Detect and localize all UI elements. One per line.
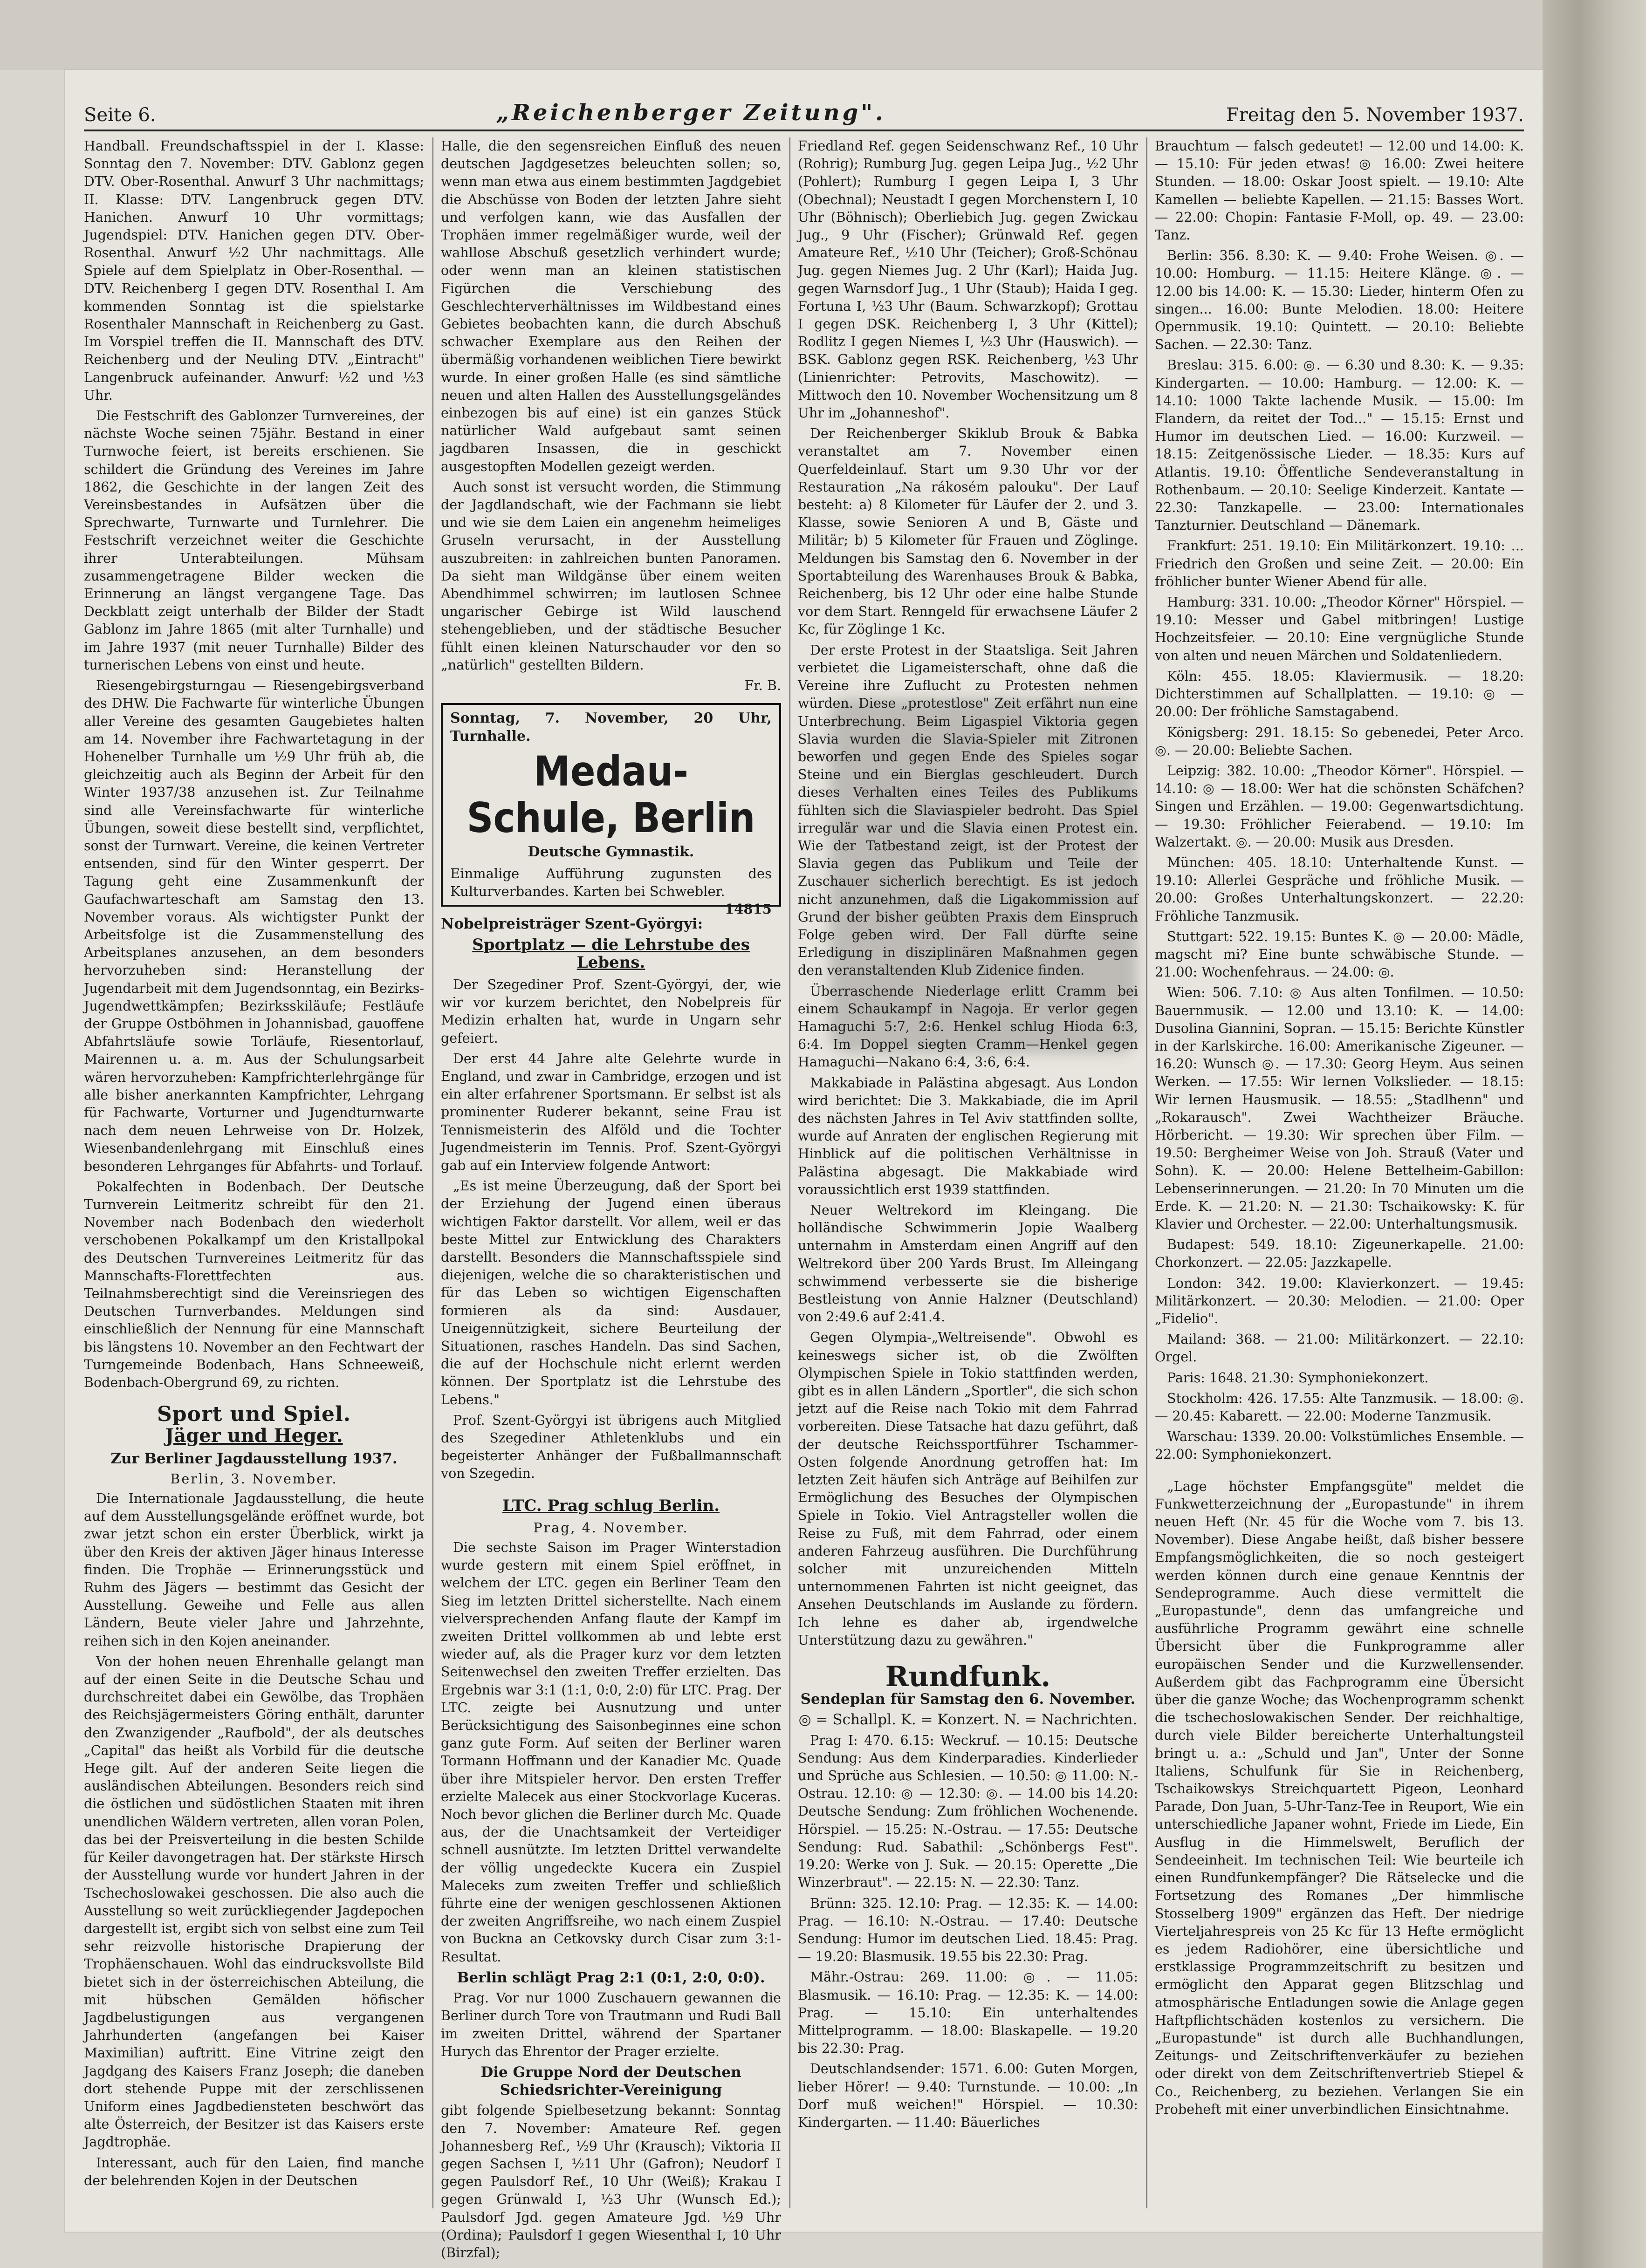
ad-text: Einmalige Aufführung zugunsten des Kulturverbandes. Karten bei Schwebler. bbox=[450, 865, 772, 900]
radio-breslau: Breslau: 315. 6.00: ◎. — 6.30 und 8.30: K. — 9.35: Kindergarten. — 10.00: Hamburg. — 12.00: K. — 14.10: 1000 Takte lachende Musik. — 15.00: Im Flandern, da reitet der Tod..." — 15.15: Ernst und Humor im deutschen Lied. — 16.00: Kurzweil. — 18.15: Zeitgenössische Lieder. — 18.35: Kurs auf Atlantis. 19.10: Öffentliche Sendeveranstaltung in Rothenbaum. — 20.10: Seelige Kinderzeit. Kantate — 22.30: Tanzkapelle. — 23.00: Internationales Tanzturnier. Deutschland — Dänemark. bbox=[1155, 357, 1524, 533]
article-paragraph: Von der hohen neuen Ehrenhalle gelangt man auf der einen Seite in die Deutsche Schau und durchschreitet dabei ein Gewölbe, das Trophäen des Reichsjägermeisters Göring enthält, darunter den Zwanzigender „Raufbold", der als deutsches „Capital" das heißt als Vorbild für die deutsche Hege gilt. Auf der anderen Seite liegen die ausländischen Abteilungen. Besonders reich sind die östlichen und südöstlichen Staaten mit ihren unendlichen Wäldern vertreten, allen voran Polen, das bei der Preisverteilung in die besten Schilde für Keiler davongetragen hat. Der stärkste Hirsch der Ausstellung wurde vor hundert Jahren in der Tschechoslowakei geschossen. Die also auch die Ausstellung so weit zurückliegender Jagdepochen dargestellt ist, ergibt sich von selbst eine zum Teil sehr reizvolle historische Drapierung der Trophäenschauen. Wohl das eindrucksvollste Bild bietet sich in der österreichischen Abteilung, die mit hübschen Gemälden höfischer Jagdbelustigungen aus vergangenen Jahrhunderten (angefangen bei Kaiser Maximilian) auftritt. Eine Vitrine zeigt den Jagdgang des Kaisers Franz Joseph; die daneben dort stehende Puppe mit der zerschlissenen Uniform eines Jagdbediensteten beschwört das alte Österreich, der Besitzer ist das Kaisers erste Jagdtrophäe. bbox=[84, 1653, 424, 2150]
article-olympia: Gegen Olympia-„Weltreisende". Obwohl es keineswegs sicher ist, ob die Zwölften Olympischen Spiele in Tokio stattfinden werden, gibt es in allen Ländern „Sportler", die sich schon jetzt auf die Reise nach Tokio mit dem Fahrrad vorbereiten. Diese Tatsache hat dazu geführt, daß der deutsche Reichssportführer Tschammer-Osten folgende Anordnung getroffen hat: Im letzten Zeit häufen sich Anträge auf Beihilfen zur Ermöglichung des Besuches der Olympischen Spiele in Tokio. Viel Antragsteller wollen die Reise zu Fuß, mit dem Fahrrad, oder einem anderen Fahrzeug ausführen. Die Durchführung solcher mit unzureichenden Mitteln unternommenen Fahrten ist nicht geeignet, das Ansehen Deutschlands im Auslande zu fördern. Ich lehne es daher ab, irgendwelche Unterstützung dazu zu gewähren." bbox=[798, 1330, 1138, 1648]
radio-budapest: Budapest: 549. 18.10: Zigeunerkapelle. 21.00: Chorkonzert. — 22.05: Jazzkapelle. bbox=[1155, 1237, 1524, 1271]
article-heading-ltc: LTC. Prag schlug Berlin. bbox=[502, 1496, 720, 1515]
article-paragraph: Prag. Vor nur 1000 Zuschauern gewannen die Berliner durch Tore von Trautmann und Rudi Ball im zweiten Drittel, während der Spartaner Hurych das Ehrentor der Prager erzielte. bbox=[441, 1990, 781, 2059]
radio-leipzig: Leipzig: 382. 10.00: „Theodor Körner". Hörspiel. — 14.10: ◎ — 18.00: Wer hat die schönsten Schäfchen? Singen und Erzählen. — 19.00: Gegenwartsdichtung. — 19.30: Fröhlicher Feierabend. — 19.10: Im Walzertakt. ◎. — 20.00: Musik aus Dresden. bbox=[1155, 763, 1524, 850]
radio-warschau: Warschau: 1339. 20.00: Volkstümliches Ensemble. — 22.00: Symphoniekonzert. bbox=[1155, 1429, 1524, 1462]
article-heading-gruppe-nord: Die Gruppe Nord der Deutschen Schiedsrichter-Vereinigung bbox=[480, 2063, 741, 2099]
dateline: Prag, 4. November. bbox=[533, 1520, 689, 1536]
article-paragraph: Die Internationale Jagdausstellung, die heute auf dem Ausstellungsgelände eröffnet wurde, bot zwar jetzt schon ein erster Überblick, wirkt ja über den Kreis der aktiven Jäger hinaus Interesse finden. Die Trophäe — Erinnerungsstück und Ruhm des Jägers — bestimmt das Gesicht der Ausstellung. Geweihe und Felle aus allen Ländern, Beute vieler Jahre und Jahrzehnte, reihen sich in den Kojen aneinander. bbox=[84, 1491, 424, 1649]
section-heading-sport: Sport und Spiel. bbox=[157, 1402, 351, 1427]
author-signature: Fr. B. bbox=[744, 678, 781, 694]
ad-number: 14815 bbox=[725, 901, 772, 917]
article-heading-sportplatz: Sportplatz — die Lehrstube des Lebens. bbox=[472, 935, 750, 972]
radio-muenchen: München: 405. 18.10: Unterhaltende Kunst. — 19.10: Allerlei Gespräche und fröhliche Musik. — 20.00: Großes Unterhaltungskonzert. — 22.20: Fröhliche Tanzmusik. bbox=[1155, 854, 1524, 924]
radio-koenigsberg: Königsberg: 291. 18.15: So gebenedei, Peter Arco. ◎. — 20.00: Beliebte Sachen. bbox=[1155, 724, 1524, 758]
page-header bbox=[84, 89, 1524, 126]
advertisement-medau bbox=[441, 703, 781, 917]
article-paragraph: Die sechste Saison im Prager Winterstadion wurde gestern mit einem Spiel eröffnet, in welchem der LTC. gegen ein Berliner Team den Sieg im letzten Drittel sicherstellte. Nach einem vielversprechenden Anfang flaute der Kampf im zweiten Drittel vollkommen ab und lebte erst wieder auf, als die Prager kurz vor dem letzten Seitenwechsel den zweiten Treffer erzielten. Das Ergebnis war 3:1 (1:1, 0:0, 2:0) für LTC. Prag. Der LTC. zeigte bei Ausnutzung und unter Berücksichtigung des Saisonbeginnes eine schon ganz gute Form. Auf seiten der Berliner waren Tormann Hoffmann und der Kanadier Mc. Quade über ihre Mitspieler hervor. Den ersten Treffer erzielte Malecek aus einer Stockvorlage Kuceras. Noch bevor glichen die Berliner durch Mc. Quade aus, der die Unachtsamkeit der Verteidiger schnell ausnützte. Im letzten Drittel verwandelte der völlig ungedeckte Kucera ein Zuspiel Maleceks zum zweiten Treffer und schließlich führte eine der wenigen geschlossenen Aktionen der zweiten Angriffsreihe, wo nach einem Zuspiel von Buckna an Cetkovsky durch Cisar zum 3:1-Resultat. bbox=[441, 1540, 781, 1965]
column-divider bbox=[1146, 137, 1147, 2208]
column-1 bbox=[84, 137, 424, 2208]
article-makkabiade: Makkabiade in Palästina abgesagt. Aus London wird berichtet: Die 3. Makkabiade, die im April des nächsten Jahres in Tel Aviv stattfinden sollte, wurde auf Anraten der englischen Regierung mit Hinblick auf die politischen Verhältnisse in Palästina abgesagt. Die Makkabiade wird voraussichtlich erst 1939 stattfinden. bbox=[798, 1075, 1138, 1197]
radio-koeln: Köln: 455. 18.05: Klaviermusik. — 18.20: Dichterstimmen auf Schallplatten. — 19.10: ◎ — 20.00: Der fröhliche Samstagabend. bbox=[1155, 668, 1524, 720]
radio-stuttgart: Stuttgart: 522. 19.15: Buntes K. ◎ — 20.00: Mädle, magscht mi? Eine bunte schwäbische Stunde. — 21.00: Wochenfehraus. — 24.00: ◎. bbox=[1155, 929, 1524, 980]
article-riesengebirge: Riesengebirgsturngau — Riesengebirgsverband des DHW. Die Fachwarte für winterliche Übungen aller Vereine des gesamten Gaugebietes halten am 14. November ihre Fachwartetagung in der Hohenelber Turnhalle um ½9 Uhr früh ab, die gleichzeitig auch als Beginn der Arbeit für den Winter 1937/38 anzusehen ist. Zur Teilnahme sind alle Vereinsfachwarte für winterliche Übungen, soweit diese bestellt sind, verpflichtet, sonst der Turnwart. Vereine, die keinen Vertreter entsenden, sind für den Winter gesperrt. Der Tagung geht eine Zusammenkunft der Gaufachwarteschaft am Samstag den 13. November voraus. Als wichtigster Punkt der Arbeitsfolge ist die Zusammenstellung des Arbeitsplanes anzusehen, an dem besonders hervorzuheben sind: Heranstellung der Jugendarbeit mit dem Jugendsonntag, ein Bezirks-Jugendwettkämpfen; Bezirksskiläufe; Festläufe der Gruppe Ostböhmen in Johannisbad, gauoffene Abfahrtsläufe sowie Torläufe, Riesentorlauf, Mairennen u. a. m. Aus der Schulungsarbeit wären hervorzuheben: Kampfrichterlehrgänge für alle bisher anerkannten Kampfrichter, Lehrgang für Fachwarte, Vorturner und Jugendturnwarte nach dem neuen Lehrweise von Dr. Holzek, Wiesenbandenlehrgang mit Einschluß eines besonderen Lehrganges für Abfahrts- und Torlauf. bbox=[84, 678, 424, 1174]
radio-prag: Prag I: 470. 6.15: Weckruf. — 10.15: Deutsche Sendung: Aus dem Kinderparadies. Kinderlieder und Sprüche aus Schlesien. — 10.50: ◎ 11.00: N.-Ostrau. 12.10: ◎ — 12.30: ◎. — 14.00 bis 14.20: Deutsche Sendung: Zum fröhlichen Wochenende. Hörspiel. — 15.25: N.-Ostrau. — 17.55: Deutsche Sendung: Rud. Sabathil: „Schönbergs Fest". 19.20: Werke von J. Suk. — 20.15: Operette „Die Winzerbraut". — 22.15: N. — 22.30: Tanz. bbox=[798, 1732, 1138, 1891]
radio-hamburg: Hamburg: 331. 10.00: „Theodor Körner" Hörspiel. — 19.10: Messer und Gabel mitbringen! Lustige Hochzeitsfeier. — 20.10: Eine vergnügliche Stunde von alten und neuen Märchen und Soldatenliedern. bbox=[1155, 594, 1524, 663]
scan-background-top bbox=[0, 0, 1646, 70]
article-paragraph: „Es ist meine Überzeugung, daß der Sport bei der Erziehung der Jugend einen überaus wichtigen Faktor darstellt. Vor allem, weil er das beste Mittel zur Entwicklung des Charakters darstellt. Besonders die Mannschaftsspiele sind diejenigen, welche die so charakteristischen und für das Leben so wichtigen Eigenschaften formieren als da sind: Ausdauer, Uneigennützigkeit, sichere Beurteilung der Situationen, rasches Handeln. Das sind Sachen, die auf der Hochschule nicht erlernt werden können. Der Sportplatz ist die Lehrstube des Lebens." bbox=[441, 1178, 781, 1407]
radio-mailand: Mailand: 368. — 21.00: Militärkonzert. — 22.10: Orgel. bbox=[1155, 1332, 1524, 1365]
ad-date: Sonntag, 7. November, 20 Uhr, Turnhalle. bbox=[450, 710, 772, 745]
radio-london: London: 342. 19.00: Klavierkonzert. — 19.45: Militärkonzert. — 20.30: Melodien. — 21.00: Oper „Fidelio". bbox=[1155, 1275, 1524, 1326]
article-kicker: Nobelpreisträger Szent-Györgyi: bbox=[441, 915, 703, 933]
column-3 bbox=[798, 137, 1138, 2208]
article-skiklub: Der Reichenberger Skiklub Brouk & Babka veranstaltet am 7. November einen Querfeldeinlauf. Start um 9.30 Uhr vor der Restauration „Na rákosém palouku". Der Lauf besteht: a) 8 Kilometer für Läufer der 2. und 3. Klasse, sowie Senioren A und B, Gäste und Militär; b) 5 Kilometer für Frauen und Zöglinge. Meldungen bis Samstag den 6. November in der Sportabteilung des Warenhauses Brouk & Babka, Reichenberg, bis 12 Uhr oder eine halbe Stunde vor dem Start. Renngeld für erwachsene Läufer 2 Kc, für Zöglinge 1 Kc. bbox=[798, 426, 1138, 637]
radio-schedule-title: Sendeplan für Samstag den 6. November. bbox=[800, 1691, 1136, 1708]
book-spine bbox=[1543, 0, 1646, 2268]
article-paragraph: gibt folgende Spielbesetzung bekannt: Sonntag den 7. November: Amateure Ref. gegen Johannesberg Ref., ½9 Uhr (Krausch); Viktoria II gegen Sachsen I, ½11 Uhr (Gafron); Neudorf I gegen Paulsdorf Ref., 10 Uhr (Weiß); Krakau I gegen Grünwald I, ½3 Uhr (Wunsch Ed.); Paulsdorf Jgd. gegen Amateure Jgd. ½9 Uhr (Ordina); Paulsdorf I gegen Wiesenthal I, 10 Uhr (Birzfal); bbox=[441, 2103, 781, 2261]
column-divider bbox=[789, 137, 790, 2208]
radio-berlin: Berlin: 356. 8.30: K. — 9.40: Frohe Weisen. ◎. — 10.00: Homburg. — 11.15: Heitere Klänge. ◎. — 12.00 bis 14.00: K. — 15.30: Lieder, hinterm Ofen zu singen... 16.00: Bunte Melodien. 18.00: Heitere Opernmusik. 19.10: Quintett. — 20.10: Beliebte Sachen. — 22.30: Tanz. bbox=[1155, 248, 1524, 353]
article-paragraph: Interessant, auch für den Laien, find manche der belehrenden Kojen in der Deutschen bbox=[84, 2155, 424, 2188]
radio-ostrau: Mähr.-Ostrau: 269. 11.00: ◎. — 11.05: Blasmusik. — 16.10: Prag. — 12.35: K. — 14.00: Prag. — 15.10: Ein unterhaltendes Mittelprogramm. — 18.00: Blaskapelle. — 19.20 bis 22.30: Prag. bbox=[798, 1969, 1138, 2056]
radio-listing: Brauchtum — falsch gedeutet! — 12.00 und 14.00: K. — 15.10: Für jeden etwas! ◎ 16.00: Zwei heitere Stunden. — 18.00: Oskar Joost spielt. — 19.10: Alte Kamellen — beliebte Kapellen. — 21.15: Basses Wort. — 22.00: Chopin: Fantasie F-Moll, op. 49. — 23.00: Tanz. bbox=[1155, 138, 1524, 243]
article-paragraph: Auch sonst ist versucht worden, die Stimmung der Jagdlandschaft, wie der Fachmann sie liebt und wie sie dem Laien ein angenehm heimeliges Gruseln verursacht, in der Ausstellung auszubreiten: in zahlreichen bunten Panoramen. Da sieht man Wildgänse über einem weiten Abendhimmel schwirren; im lautlosen Schnee ungarischer Gebirge ist Wild lauschend stehengeblieben, und der städtische Besucher fühlt einen kleinen Naturschauder vor den so „natürlich" gestellten Bildern. bbox=[441, 479, 781, 673]
radio-wien: Wien: 506. 7.10: ◎ Aus alten Tonfilmen. — 10.50: Bauernmusik. — 12.00 und 13.10: K. — 14.00: Dusolina Giannini, Sopran. — 15.15: Berichte Künstler in der Karlskirche. 16.00: Amerikanische Zigeuner. — 16.20: Wunsch ◎. — 17.30: Georg Heym. Aus seinen Werken. — 17.55: Wir lernen Volkslieder. — 18.15: Wir lernen Hausmusik. — 18.55: „Stadlhenn" und „Rokarausch". Zwei Wachtheizer Bräuche. Hörbericht. — 19.30: Wir sprechen über Film. — 19.50: Bergheimer Weise von Joh. Strauß (Vater und Sohn). K. — 20.00: Helene Bettelheim-Gabillon: Lebenserinnerungen. — 21.20: In 70 Minuten um die Erde. K. — 21.20: N. — 21.30: Tschaikowsky: K. für Klavier und Orchester. — 22.00: Unterhaltungsmusik. bbox=[1155, 985, 1524, 1232]
article-heading-berlin: Berlin schlägt Prag 2:1 (0:1, 2:0, 0:0). bbox=[457, 1969, 765, 1986]
article-heading-jaeger: Jäger und Heger. bbox=[165, 1425, 343, 1447]
article-paragraph: Halle, die den segensreichen Einfluß des neuen deutschen Jagdgesetzes beleuchten sollen; so, wenn man etwa aus einem bestimmten Jagdgebiet die Abschüsse von Boden der letzten Jahre sieht und verfolgen kann, wie das Ausfallen der Trophäen immer regelmäßiger wurde, weil der wahllose Abschuß gesetzlich verhindert wurde; oder wenn man an kleinen statistischen Figürchen die Verschiebung des Geschlechterverhältnisses im Wildbestand eines Gebietes beobachten kann, die durch Abschuß schwacher Exemplare aus den Reihen der übermäßig vorhandenen weiblichen Tiere bewirkt wurde. In einer großen Halle (es sind sämtliche neuen und alten Hallen des Ausstellungsgeländes einbezogen bis auf eine) ist ein ganzes Stück natürlicher Wald aufgebaut samt seinen jagdbaren Insassen, die in geschickt ausgestopften Modellen gezeigt werden. bbox=[441, 138, 781, 474]
ad-title: Medau-Schule, Berlin bbox=[466, 747, 755, 842]
column-4 bbox=[1155, 137, 1524, 2208]
page-number: Seite 6. bbox=[84, 104, 156, 126]
column-divider bbox=[432, 137, 433, 2208]
article-handball: Handball. Freundschaftsspiel in der I. Klasse: Sonntag den 7. November: DTV. Gablonz gegen DTV. Ober-Rosenthal. Anwurf 3 Uhr nachmittags; II. Klasse: DTV. Langenbruck gegen DTV. Hanichen. Anwurf 10 Uhr vormittags; Jugendspiel: DTV. Hanichen gegen DTV. Ober-Rosenthal. Anwurf ½2 Uhr nachmittags. Alle Spiele auf dem Spielplatz in Ober-Rosenthal. — DTV. Reichenberg I gegen DTV. Rosenthal I. Am kommenden Sonntag ist die spielstarke Rosenthaler Mannschaft in Reichenberg zu Gast. Im Vorspiel treffen die II. Mannschaft des DTV. Reichenberg und der Neuling DTV. „Eintracht" Langenbruck aufeinander. Anwurf: ½2 und ½3 Uhr. bbox=[84, 138, 424, 403]
radio-deutschlandsender: Deutschlandsender: 1571. 6.00: Guten Morgen, lieber Hörer! — 9.40: Turnstunde. — 10.00: „In Dorf muß weichen!" Hörspiel. — 10.30: Kindergarten. — 11.40: Bäuerliches bbox=[798, 2061, 1138, 2130]
article-paragraph: Friedland Ref. gegen Seidenschwanz Ref., 10 Uhr (Rohrig); Rumburg Jug. gegen Leipa Jug., ½2 Uhr (Pohlert); Rumburg I gegen Leipa I, 3 Uhr (Obechnal); Neustadt I gegen Morchenstern I, 10 Uhr (Böhnisch); Oberliebich Jug. gegen Zwickau Jug., 9 Uhr (Fischer); Grünwald Ref. gegen Amateure Ref., ½10 Uhr (Teicher); Groß-Schönau Jug. gegen Niemes Jug. 2 Uhr (Karl); Haida Jug. gegen Warnsdorf Jug., 1 Uhr (Staub); Haida I geg. Fortuna I, ½3 Uhr (Baum. Schwarzkopf); Grottau I gegen DSK. Reichenberg I, 3 Uhr (Kittel); Rodlitz I gegen Niemes I, ½3 Uhr (Hauswich). — BSK. Gablonz gegen RSK. Reichenberg, ½3 Uhr (Linienrichter: Petrovits, Maschowitz). — Mittwoch den 10. November Wochensitzung um 8 Uhr im „Johanneshof". bbox=[798, 138, 1138, 421]
radio-legend: ◎ = Schallpl. K. = Konzert. N. = Nachrichten. bbox=[798, 1711, 1138, 1728]
radio-stockholm: Stockholm: 426. 17.55: Alte Tanzmusik. — 18.00: ◎. — 20.45: Kabarett. — 22.00: Moderne Tanzmusik. bbox=[1155, 1390, 1524, 1424]
article-niederlage: Überraschende Niederlage erlitt Cramm bei einem Schaukampf in Nagoja. Er verlor gegen Hamaguchi 5:7, 2:6. Henkel schlug Hioda 6:3, 6:4. Im Doppel siegten Cramm—Henkel gegen Hamaguchi—Nakano 6:4, 3:6, 6:4. bbox=[798, 983, 1138, 1070]
masthead: „Reichenberger Zeitung". bbox=[496, 100, 886, 126]
issue-date: Freitag den 5. November 1937. bbox=[1226, 104, 1524, 126]
dateline: Berlin, 3. November. bbox=[170, 1471, 338, 1487]
article-pokalfechten: Pokalfechten in Bodenbach. Der Deutsche Turnverein Leitmeritz schreibt für den 21. November nach Bodenbach den wiederholt verschobenen Pokalkampf um den Kristallpokal des Deutschen Turnvereines Leitmeritz für das Mannschafts-Florettfechten aus. Teilnahmsberechtigt sind die Vereinsriegen des Deutschen Turnverbandes. Meldungen sind einschließlich der Nennung für eine Mannschaft bis längstens 10. November an den Fechtwart der Turngemeinde Bodenbach, Hans Schneeweiß, Bodenbach-Obergrund 69, zu richten. bbox=[84, 1179, 424, 1391]
header-rule bbox=[84, 130, 1524, 131]
article-paragraph: Der erst 44 Jahre alte Gelehrte wurde in England, und zwar in Cambridge, erzogen und ist ein alter erfahrener Sportsmann. Er selbst ist als prominenter Ruderer bekannt, seine Frau ist Tennismeisterin des Alföld und die Tochter Jugendmeisterin im Tennis. Prof. Szent-Györgyi gab auf ein Interview folgende Antwort: bbox=[441, 1051, 781, 1173]
article-europastunde: „Lage höchster Empfangsgüte" meldet die Funkwetterzeichnung der „Europastunde" in ihrem neuen Heft (Nr. 45 für die Woche vom 7. bis 13. November). Diese Angabe heißt, daß bisher bessere Empfangsmöglichkeiten, die so noch gesteigert werden können durch eine genaue Kenntnis der Sendeprogramme. Auch diese vermittelt die „Europastunde", denn das umfangreiche und ausführliche Programm gewährt eine schnelle Übersicht über die Funkprogramme aller europäischen Sender und die Kurzwellensender. Außerdem gibt das Fachprogramm eine Übersicht über die ganze Woche; das Wochenprogramm schenkt die tschechoslowakischen Sender. Der reichhaltige, durch viele Bilder bereicherte Unterhaltungsteil bringt u. a.: „Schuld und Jan", Unter der Sonne Italiens, Schulfunk für Sie in Reichenberg, Tschaikowskys Streichquartett Pigeon, Leonhard Parade, Don Juan, 5-Uhr-Tanz-Tee in Reuport, Wie ein unterschiedliche Japaner wohnt, Friede im Liede, Ein Ausflug in die Himmelswelt, Beruflich der Sendeeinheit. Im technischen Teil: Wie beurteile ich einen Rundfunkempfänger? Die Rätselecke und die Fortsetzung des Romanes „Der himmlische Stosselberg 1909" ergänzen das Heft. Der niedrige Vierteljahrespreis von 25 Kc für 13 Hefte ermöglicht es jedem Radiohörer, eine übersichtliche und erstklassige Programmzeitschrift zu besitzen und ermöglicht den Apparat gegen Blitzschlag und atmosphärische Entladungen sowie die Anlage gegen Haftpflichtschäden kostenlos zu versichern. Die „Europastunde" ist durch alle Buchhandlungen, Zeitungs- und Zeitschriftenverkäufer zu beziehen oder direkt von dem Zeitschriftenvertrieb Stiepel & Co., Reichenberg, zu beziehen. Verlangen Sie ein Probeheft mit einer unverbindlichen Einsichtnahme. bbox=[1155, 1478, 1524, 2117]
column-2 bbox=[441, 137, 781, 2261]
article-subheading: Zur Berliner Jagdausstellung 1937. bbox=[110, 1450, 398, 1467]
article-paragraph: Der Szegediner Prof. Szent-Györgyi, der, wie wir vor kurzem berichtet, den Nobelpreis für Medizin erhalten hat, wurde in Ungarn sehr gefeiert. bbox=[441, 977, 781, 1046]
article-paragraph: Prof. Szent-Györgyi ist übrigens auch Mitglied des Szegediner Athletenklubs und ein begeisterter Anhänger der Fußballmannschaft von Szegedin. bbox=[441, 1412, 781, 1482]
radio-paris: Paris: 1648. 21.30: Symphoniekonzert. bbox=[1167, 1370, 1429, 1386]
section-heading-rundfunk: Rundfunk. bbox=[885, 1660, 1051, 1694]
article-protest: Der erste Protest in der Staatsliga. Seit Jahren verbietet die Ligameisterschaft, ohne daß die Vereine ihre Zuflucht zu Protesten nehmen würden. Diese „protestlose" Zeit erfährt nun eine Unterbrechung. Beim Ligaspiel Viktoria gegen Slavia wurden die Slavia-Spieler mit Zitronen beworfen und gegen Ende des Spieles sogar Steine und ein Bierglas geschleudert. Durch dieses Verhalten eines Teiles des Publikums fühlten sich die Slaviaspieler bedroht. Das Spiel irregulär war und die Slavia einen Protest ein. Wie der Tatbestand zeigt, ist der Protest der Slavia gegen das Publikum und Teile der Zuschauer sicherlich berechtigt. Es ist jedoch nicht anzunehmen, daß die Ligakommission auf Grund der bisher geübten Praxis dem Einspruch Folge geben wird. Der Fall dürfte seine Erledigung in disziplinären Maßnahmen gegen den veranstaltenden Klub Zidenice finden. bbox=[798, 642, 1138, 978]
newspaper-page bbox=[65, 70, 1543, 2261]
article-weltrekord: Neuer Weltrekord im Kleingang. Die holländische Schwimmerin Jopie Waalberg unternahm in Amsterdam einen Angriff auf den Weltrekord über 200 Yards Brust. Im Alleingang schwimmend verbesserte sie die bisherige Bestleistung von Annie Halzner (Deutschland) von 2:49.6 auf 2:41.4. bbox=[798, 1202, 1138, 1325]
scan-smudge bbox=[830, 699, 1137, 1053]
ad-subtitle: Deutsche Gymnastik. bbox=[528, 843, 694, 860]
article-festschrift: Die Festschrift des Gablonzer Turnvereines, der nächste Woche seinen 75jähr. Bestand in einer Turnwoche feiert, ist bereits erschienen. Sie schildert die Gründung des Vereines im Jahre 1862, die Geschichte in der langen Zeit des Vereinsbestandes in Aufsätzen über die Sprechwarte, Turnwarte und Turnlehrer. Die Festschrift verzeichnet weiter die Geschichte ihrer Unterabteilungen. Mühsam zusammengetragene Bilder wecken die Erinnerung an längst vergangene Tage. Das Deckblatt zeigt unterhalb der Bilder der Stadt Gablonz im Jahre 1865 (mit alter Turnhalle) und im Jahre 1937 (mit neuer Turnhalle) Bilder des turnerischen Lebens von einst und heute. bbox=[84, 408, 424, 673]
ad-body bbox=[450, 865, 772, 917]
radio-bruenn: Brünn: 325. 12.10: Prag. — 12.35: K. — 14.00: Prag. — 16.10: N.-Ostrau. — 17.40: Deutsche Sendung: Humor im deutschen Lied. 18.45: Prag. — 19.20: Blasmusik. 19.55 bis 22.30: Prag. bbox=[798, 1895, 1138, 1965]
radio-frankfurt: Frankfurt: 251. 19.10: Ein Militärkonzert. 19.10: ... Friedrich den Großen und seine Zeit. — 20.00: Ein fröhlicher bunter Wiener Abend für alle. bbox=[1155, 538, 1524, 589]
